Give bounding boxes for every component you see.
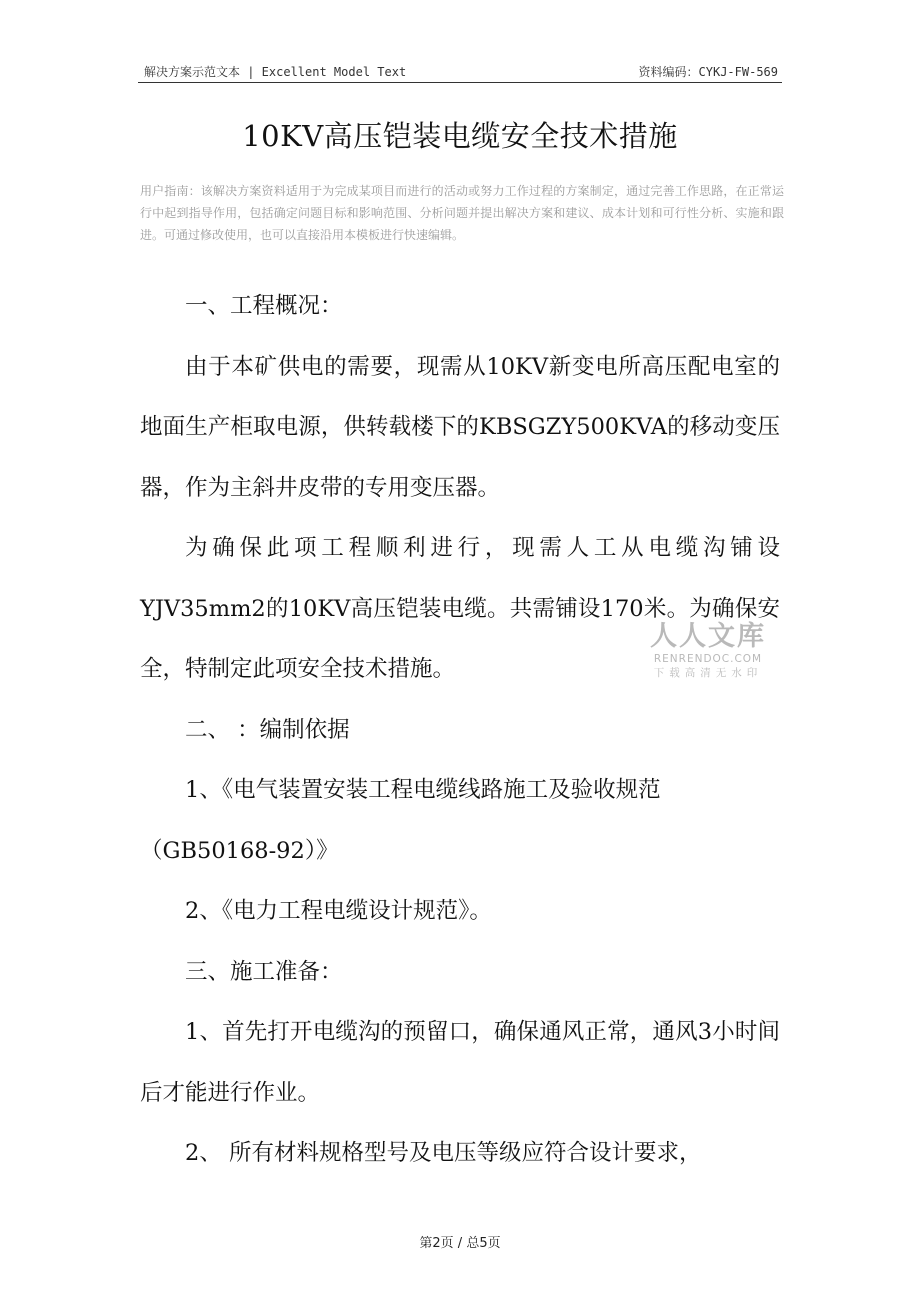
- watermark-url: RENRENDOC.COM: [653, 653, 763, 665]
- preparation-item-1: 1、首先打开电缆沟的预留口，确保通风正常，通风3小时间后才能进行作业。: [140, 1019, 780, 1106]
- section-heading-overview: 一、工程概况：: [185, 293, 343, 319]
- watermark-main: 人人文库: [650, 621, 766, 652]
- watermark-logo: [644, 622, 772, 680]
- preparation-item-2: 2、 所有材料规格型号及电压等级应符合设计要求，: [185, 1140, 702, 1166]
- page-number: 第2页 / 总5页: [419, 1236, 501, 1251]
- paragraph-cable-laying: 为确保此项工程顺利进行，现需人工从电缆沟铺设YJV35mm2的10KV高压铠装电缆。共需铺设170米。为确保安全，特制定此项安全技术措施。: [140, 535, 780, 682]
- page-header: [138, 58, 782, 83]
- section-heading-preparation: 三、施工准备：: [185, 958, 343, 985]
- basis-item-2: 2、《电力工程电缆设计规范》。: [185, 898, 492, 924]
- basis-item-1: 1、《电气装置安装工程电缆线路施工及验收规范: [185, 777, 661, 803]
- watermark-sub: 下载高清无水印: [653, 667, 763, 679]
- basis-item-1-code: （GB50168-92）》: [140, 837, 339, 864]
- section-heading-basis: 二、 ：编制依据: [185, 716, 350, 743]
- document-body: [140, 276, 780, 1184]
- paragraph-power-supply: 由于本矿供电的需要，现需从10KV新变电所高压配电室的地面生产柜取电源，供转载楼下的KBSGZY500KVA的移动变压器，作为主斜井皮带的专用变压器。: [140, 353, 780, 501]
- document-code: 资料编码：CYKJ-FW-569: [638, 65, 778, 79]
- document-title: 10KV高压铠装电缆安全技术措施: [242, 119, 678, 153]
- user-guide-text: 用户指南：该解决方案资料适用于为完成某项目而进行的活动或努力工作过程的方案制定，通过完善工作思路，在正常运行中起到指导作用，包括确定问题目标和影响范围、分析问题并提出解决方案和建议、成本计划和可行性分析、实施和跟进。可通过修改使用，也可以直接沿用本模板进行快速编辑。: [140, 184, 784, 242]
- header-left-text: 解决方案示范文本 | Excellent Model Text: [144, 65, 407, 79]
